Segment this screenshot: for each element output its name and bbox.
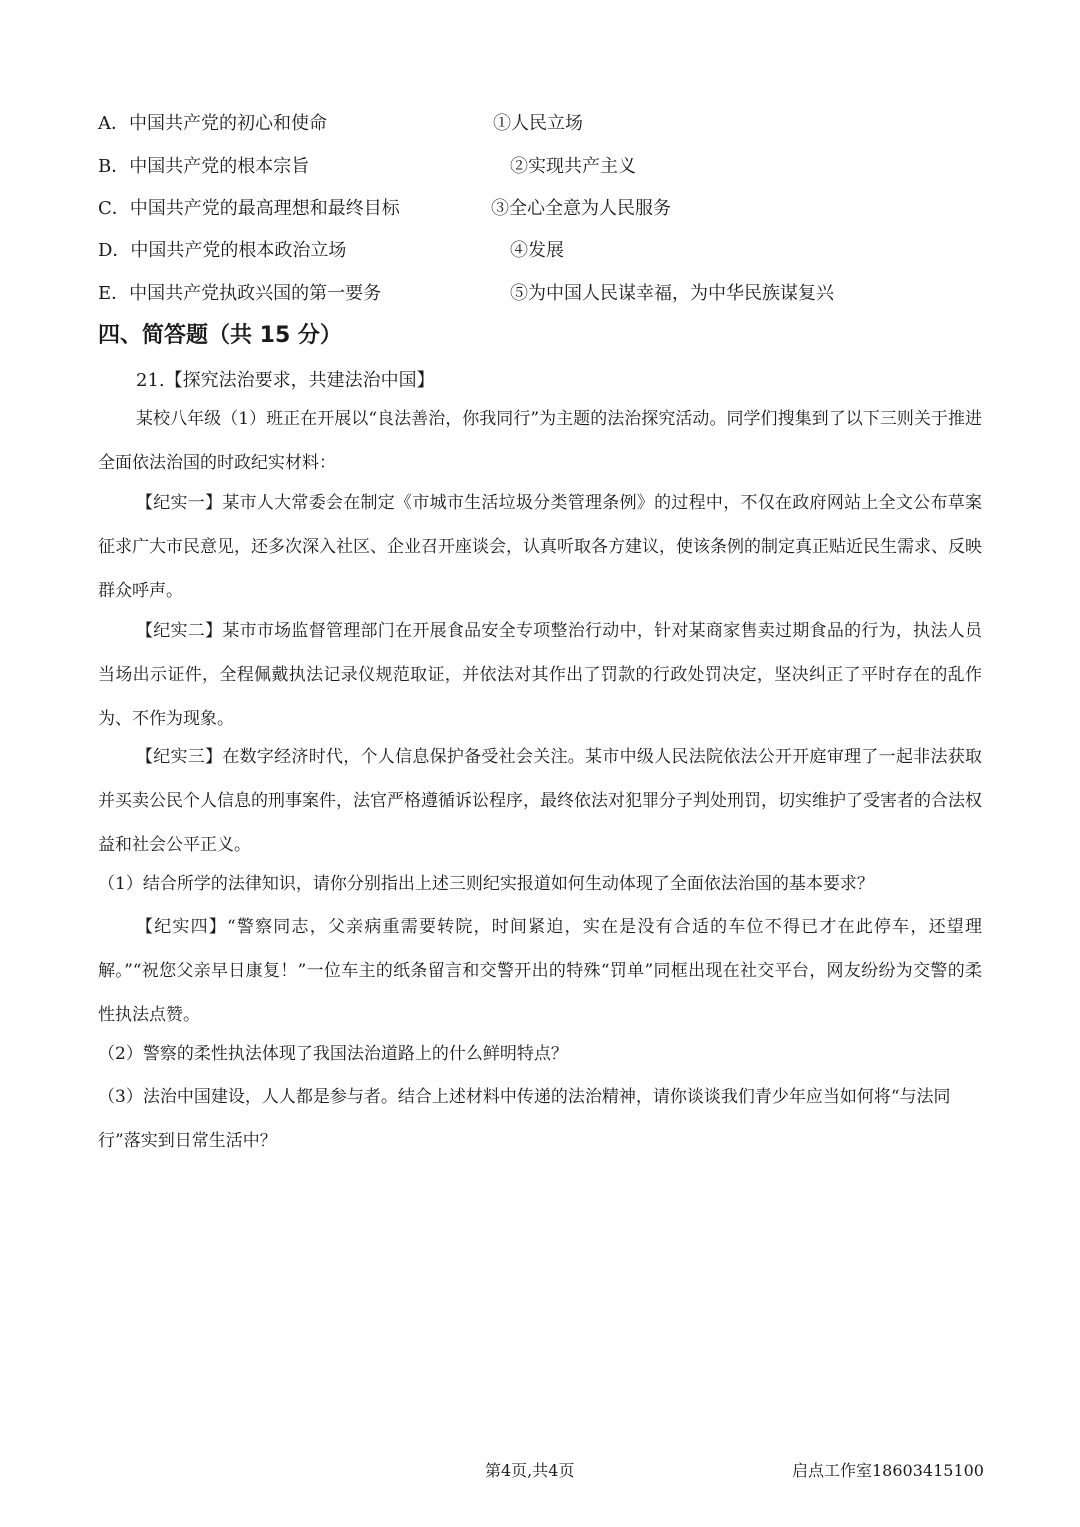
case-four: 【纪实四】“警察同志，父亲病重需要转院，时间紧迫，实在是没有合适的车位不得已才在此停车，还望理解。”“祝您父亲早日康复！”一位车主的纸条留言和交警开出的特殊“罚单”同框出现在社交平台，网友纷纷为交警的柔性执法点赞。 — [98, 917, 982, 1025]
option-c-label: C．中国共产党的最高理想和最终目标 — [98, 198, 400, 219]
case-three: 【纪实三】在数字经济时代，个人信息保护备受社会关注。某市中级人民法院依法公开开庭审理了一起非法获取并买卖公民个人信息的刑事案件，法官严格遵循诉讼程序，最终依法对犯罪分子判处刑罚，切实维护了受害者的合法权益和社会公平正义。 — [98, 747, 982, 855]
page-number: 第4页,共4页 — [485, 1461, 575, 1480]
sub-question-2: （2）警察的柔性执法体现了我国法治道路上的什么鲜明特点？ — [98, 1044, 568, 1064]
option-e-label: E．中国共产党执政兴国的第一要务 — [98, 283, 382, 304]
question-title: 21.【探究法治要求，共建法治中国】 — [136, 370, 435, 391]
answer-2-label: ②实现共产主义 — [510, 156, 636, 177]
option-a-label: A．中国共产党的初心和使命 — [98, 113, 327, 134]
answer-3-label: ③全心全意为人民服务 — [491, 198, 671, 219]
sub-question-3: （3）法治中国建设，人人都是参与者。结合上述材料中传递的法治精神，请你谈谈我们青少年应当如何将“与法同行”落实到日常生活中？ — [98, 1087, 951, 1151]
case-one: 【纪实一】某市人大常委会在制定《市城市生活垃圾分类管理条例》的过程中，不仅在政府网站上全文公布草案征求广大市民意见，还多次深入社区、企业召开座谈会，认真听取各方建议，使该条例的制定真正贴近民生需求、反映群众呼声。 — [98, 493, 982, 601]
answer-1-label: ①人民立场 — [493, 113, 583, 134]
case-two: 【纪实二】某市市场监督管理部门在开展食品安全专项整治行动中，针对某商家售卖过期食品的行为，执法人员当场出示证件，全程佩戴执法记录仪规范取证，并依法对其作出了罚款的行政处罚决定，坚决纠正了平时存在的乱作为、不作为现象。 — [98, 621, 982, 729]
answer-5-label: ⑤为中国人民谋幸福，为中华民族谋复兴 — [510, 283, 834, 304]
studio-contact: 启点工作室18603415100 — [792, 1461, 984, 1480]
sub-question-1: （1）结合所学的法律知识，请你分别指出上述三则纪实报道如何生动体现了全面依法治国的基本要求？ — [98, 874, 874, 894]
option-d-label: D．中国共产党的根本政治立场 — [98, 240, 347, 261]
option-b-label: B．中国共产党的根本宗旨 — [98, 156, 310, 177]
question-intro: 某校八年级（1）班正在开展以“良法善治，你我同行”为主题的法治探究活动。同学们搜集到了以下三则关于推进全面依法治国的时政纪实材料： — [98, 409, 982, 473]
answer-4-label: ④发展 — [510, 240, 564, 261]
section-title: 四、简答题（共 15 分） — [98, 323, 342, 348]
